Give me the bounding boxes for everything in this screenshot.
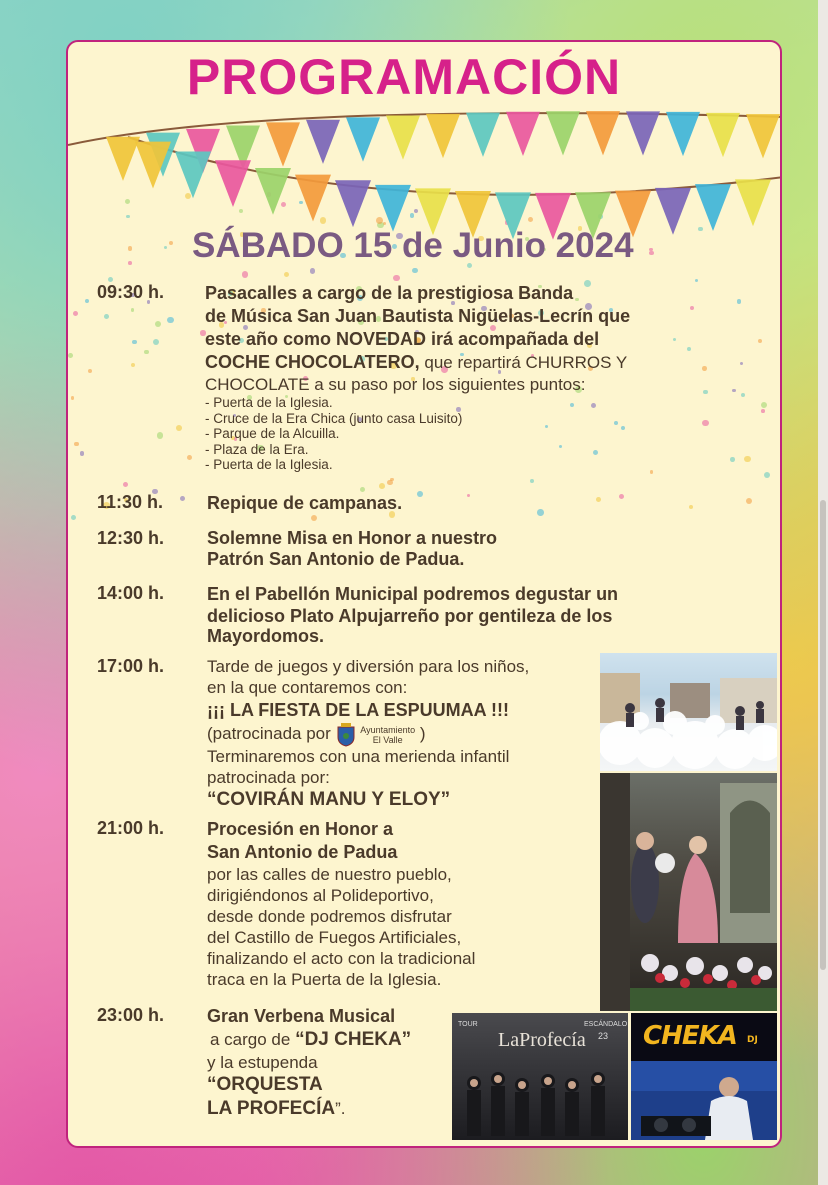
confetti-dot (417, 491, 423, 497)
confetti-dot (131, 308, 134, 311)
bunting-flag (375, 185, 411, 232)
confetti-dot (71, 515, 76, 520)
event-2100-line: desde donde podremos disfrutar (207, 907, 452, 926)
dj-logo-panel (631, 1013, 777, 1061)
bunting-flag (346, 117, 380, 161)
bunting-flag (106, 137, 140, 181)
event-1700-line: Terminaremos con una merienda infantil (207, 747, 510, 766)
dj-performing-image (631, 1061, 777, 1140)
bunting-flag (266, 122, 300, 166)
event-time-1130: 11:30 h. (97, 492, 164, 512)
event-0930-line: este año como NOVEDAD irá acompañada del (205, 329, 600, 349)
confetti-dot (144, 350, 149, 355)
confetti-dot (311, 515, 317, 521)
event-2100-title: San Antonio de Padua (207, 842, 398, 862)
event-1700 (207, 656, 597, 812)
bunting-flag (655, 188, 691, 235)
event-1230-line: Patrón San Antonio de Padua. (207, 549, 465, 569)
bunting-flag (586, 111, 620, 155)
bunting-flag (295, 175, 331, 222)
confetti-dot (467, 494, 470, 497)
confetti-dot (596, 497, 601, 502)
route-point: - Cruce de la Era Chica (junto casa Luisito) (205, 410, 463, 426)
band-members-image (452, 1013, 628, 1140)
event-time-2300: 23:00 h. (97, 1005, 165, 1025)
confetti-dot (746, 498, 752, 504)
event-1700-sponsored-suffix: ) (419, 724, 426, 743)
confetti-dot (74, 442, 79, 447)
bunting-flag (695, 184, 731, 231)
event-1400-line: Mayordomos. (207, 626, 325, 646)
confetti-dot (379, 483, 385, 489)
bunting-flag (175, 151, 211, 198)
bunting-flag (626, 111, 660, 155)
event-date: SÁBADO 15 de Junio 2024 (192, 226, 634, 265)
confetti-dot (132, 340, 137, 345)
confetti-dot (530, 479, 534, 483)
confetti-dot (73, 311, 78, 316)
ayuntamiento-logo-text: Ayuntamiento (360, 724, 416, 735)
route-point: - Parque de la Alcuilla. (205, 426, 340, 441)
event-1400 (207, 583, 767, 646)
bunting-flag (666, 112, 700, 156)
event-2100-line: por las calles de nuestro pueblo, (207, 865, 452, 884)
confetti-dot (310, 268, 316, 274)
bunting-flag (706, 113, 740, 157)
confetti-dot (108, 277, 113, 282)
confetti-dot (68, 353, 73, 358)
procession-image (600, 773, 777, 1011)
confetti-dot (104, 314, 109, 319)
event-1230-line: Solemne Misa en Honor a nuestro (207, 528, 498, 548)
confetti-dot (180, 496, 185, 501)
confetti-dot (153, 339, 160, 346)
event-1700-sponsored-prefix: (patrocinada por (207, 724, 331, 743)
event-2300-title: Gran Verbena Musical (207, 1006, 396, 1026)
bunting-flag (735, 179, 771, 226)
procession-photo (600, 773, 777, 1011)
route-point: - Puerta de la Iglesia. (205, 457, 333, 472)
event-1130 (207, 492, 402, 515)
dj-logo-sub: DJ (747, 1035, 758, 1045)
confetti-dot (85, 299, 89, 303)
confetti-dot (71, 396, 74, 399)
bunting-flag (386, 115, 420, 159)
event-0930-line: de Música San Juan Bautista Nigüelas-Lecrín que (205, 306, 631, 326)
confetti-dot (88, 369, 92, 373)
event-2100-line: traca en la Puerta de la Iglesia. (207, 970, 442, 989)
foam-party-image (600, 653, 777, 771)
event-time-1230: 12:30 h. (97, 528, 165, 548)
band-tour-label: TOUR (458, 1021, 478, 1028)
confetti-dot (131, 363, 135, 367)
event-0930 (205, 282, 765, 473)
event-2100-line: del Castillo de Fuegos Artificiales, (207, 928, 462, 947)
confetti-dot (155, 321, 161, 327)
scrollbar-thumb[interactable] (820, 500, 826, 970)
page-title: PROGRAMACIÓN (186, 49, 622, 105)
event-2300 (207, 1005, 447, 1121)
confetti-dot (176, 425, 182, 431)
route-point: - Plaza de la Era. (205, 441, 309, 457)
event-1700-highlight: ¡¡¡ LA FIESTA DE LA ESPUUMAA !!! (207, 700, 509, 720)
event-0930-highlight: COCHE CHOCOLATERO, (205, 352, 420, 372)
event-2100-title: Procesión en Honor a (207, 819, 394, 839)
bunting-flag (466, 113, 500, 157)
band-logo-text: LaProfecía (498, 1029, 586, 1051)
event-0930-line: CHOCOLATE a su paso por los siguientes puntos: (205, 375, 586, 394)
confetti-dot (390, 478, 393, 481)
orchestra-name: LA PROFECÍA (207, 1098, 336, 1119)
event-0930-line: Pasacalles a cargo de la prestigiosa Banda (205, 283, 574, 303)
event-1700-line: patrocinada por: (207, 768, 330, 787)
confetti-dot (157, 432, 163, 438)
confetti-dot (123, 482, 128, 487)
confetti-dot (689, 505, 694, 510)
event-2300-line: a cargo de (210, 1030, 296, 1049)
bunting-flag (215, 160, 251, 207)
event-2100 (207, 818, 597, 990)
bunting-flag (306, 120, 340, 164)
event-time-2100: 21:00 h. (97, 818, 165, 838)
confetti-dot (187, 455, 192, 460)
band-number-label: 23 (598, 1031, 609, 1041)
orchestra-photo (452, 1013, 628, 1140)
confetti-dot (764, 472, 770, 478)
dj-photo (631, 1013, 777, 1140)
event-1700-line: en la que contaremos con: (207, 678, 408, 697)
confetti-dot (80, 451, 85, 456)
event-2100-line: dirigiéndonos al Polideportivo, (207, 886, 434, 905)
ayuntamiento-logo (336, 722, 416, 747)
bunting-flag (506, 112, 540, 156)
ayuntamiento-logo-text: El Valle (372, 734, 403, 745)
confetti-dot (619, 494, 624, 499)
foam-party-photo (600, 653, 777, 771)
confetti-dot (242, 271, 249, 278)
scrollbar[interactable] (818, 0, 828, 1185)
event-1230 (207, 528, 497, 570)
coat-of-arms-icon (336, 723, 356, 747)
event-1130-line: Repique de campanas. (207, 493, 403, 513)
event-1700-sponsor: “COVIRÁN MANU Y ELOY” (207, 789, 451, 810)
orchestra-quote-end: ”. (335, 1099, 346, 1118)
confetti-dot (284, 272, 289, 277)
event-time-1400: 14:00 h. (97, 583, 165, 603)
event-time-1700: 17:00 h. (97, 656, 165, 676)
bunting-flag (546, 111, 580, 155)
orchestra-name: “ORQUESTA (207, 1074, 323, 1095)
bunting-flag (255, 168, 291, 215)
confetti-dot (412, 268, 418, 274)
bunting-flag (426, 114, 460, 158)
dj-logo: CHEKA (643, 1021, 737, 1051)
band-tag-label: ESCÁNDALO (584, 1021, 628, 1028)
event-2100-line: finalizando el acto con la tradicional (207, 949, 476, 968)
event-0930-line: que repartirá CHURROS Y (419, 353, 628, 372)
event-1700-line: Tarde de juegos y diversión para los niños, (207, 657, 530, 676)
event-time-0930: 09:30 h. (97, 282, 165, 302)
bunting-flag (746, 114, 780, 158)
event-1400-line: En el Pabellón Municipal podremos degustar un (207, 584, 619, 604)
confetti-dot (167, 317, 174, 324)
confetti-dot (537, 509, 543, 515)
event-2300-line: y la estupenda (207, 1053, 318, 1072)
bunting-flag (335, 180, 371, 227)
confetti-dot (393, 275, 399, 281)
route-point: - Puerta de la Iglesia. (205, 395, 333, 410)
event-1400-line: delicioso Plato Alpujarreño por gentileza de los (207, 606, 613, 626)
dj-name: “DJ CHEKA” (295, 1029, 412, 1050)
